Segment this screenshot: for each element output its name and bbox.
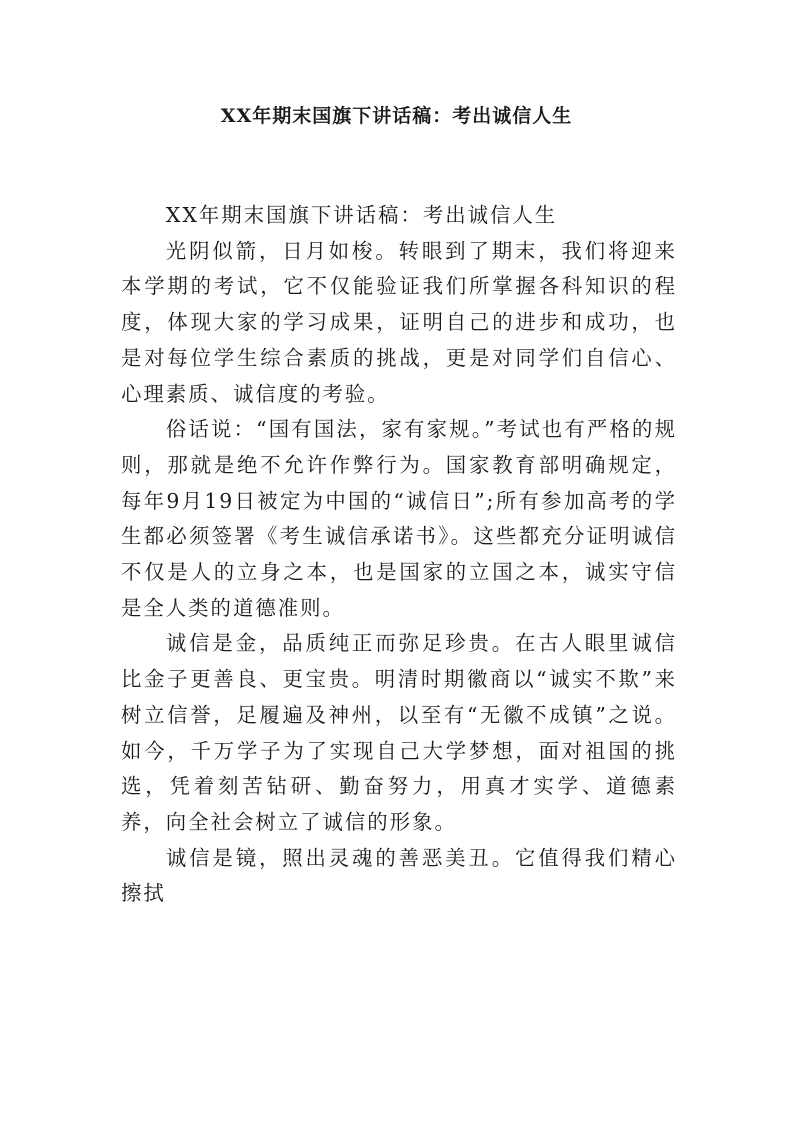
- paragraph-4: 诚信是镜，照出灵魂的善恶美丑。它值得我们精心擦拭: [121, 845, 677, 906]
- document-body: [121, 198, 677, 912]
- paragraph-3: 诚信是金，品质纯正而弥足珍贵。在古人眼里诚信比金子更善良、更宝贵。明清时期徽商以“诚实不欺”来树立信誉，足履遍及神州，以至有“无徽不成镇”之说。如今，千万学子为了实现自己大学梦想，面对祖国的挑选，凭着刻苦钻研、勤奋努力，用真才实学、道德素养，向全社会树立了诚信的形象。: [121, 631, 677, 834]
- paragraph-2: 俗话说：“国有国法，家有家规。”考试也有严格的规则，那就是绝不允许作弊行为。国家教育部明确规定，每年9月19日被定为中国的“诚信日”;所有参加高考的学生都必须签署《考生诚信承诺书》。这些都充分证明诚信不仅是人的立身之本，也是国家的立国之本，诚实守信是全人类的道德准则。: [121, 417, 677, 620]
- faint-watermark: [121, 1003, 361, 1021]
- paragraph-1: 光阴似箭，日月如梭。转眼到了期末，我们将迎来本学期的考试，它不仅能验证我们所掌握各科知识的程度，体现大家的学习成果，证明自己的进步和成功，也是对每位学生综合素质的挑战，更是对同学们自信心、心理素质、诚信度的考验。: [121, 238, 677, 406]
- paragraph-heading-repeat: XX年期末国旗下讲话稿：考出诚信人生: [165, 203, 558, 227]
- document-title: XX年期末国旗下讲话稿：考出诚信人生: [220, 105, 573, 127]
